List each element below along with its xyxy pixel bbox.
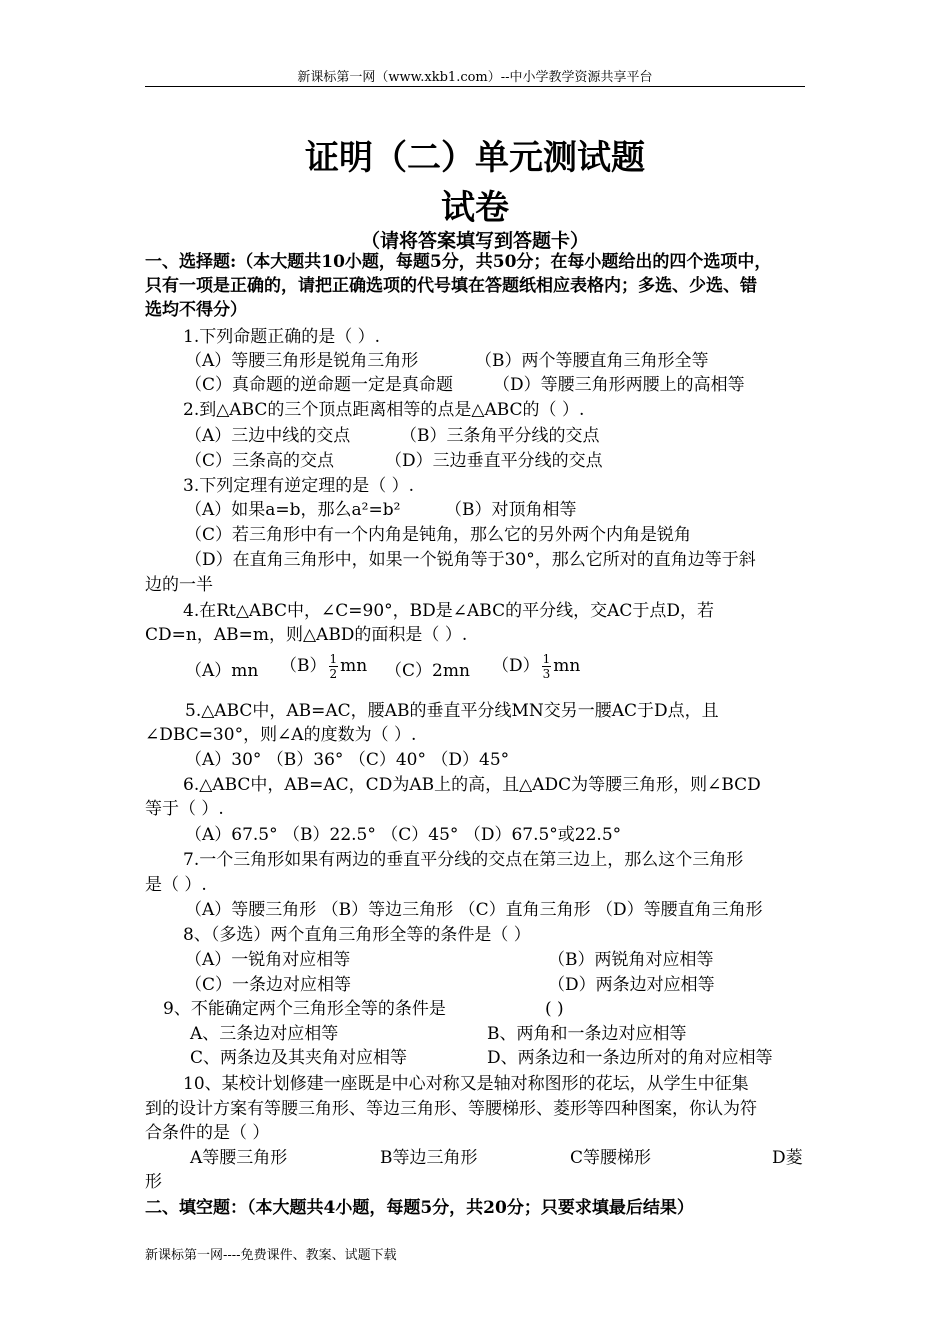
q1-stem: 1.下列命题正确的是（ ）. xyxy=(183,327,381,347)
q3-option-c: （C）若三角形中有一个内角是钝角，那么它的另外两个内角是锐角 xyxy=(185,525,692,545)
q9-option-c: C、两条边及其夹角对应相等 xyxy=(190,1048,408,1068)
q4-option-c: （C）2mn xyxy=(385,661,470,681)
q4-option-d-term: mn xyxy=(553,656,581,676)
q5-stem-line2: ∠DBC=30°，则∠A的度数为（ ）. xyxy=(145,725,417,745)
q4-option-b-label: （B） xyxy=(280,656,327,676)
q3-option-d-line2: 边的一半 xyxy=(145,575,213,595)
q4-option-b xyxy=(280,652,367,681)
q6-options: （A）67.5° （B）22.5° （C）45° （D）67.5°或22.5° xyxy=(185,825,622,845)
q4-option-d-numerator: 1 xyxy=(542,652,551,666)
q6-stem-line2: 等于（ ）. xyxy=(145,799,224,819)
q10-stem-line1: 10、某校计划修建一座既是中心对称又是轴对称图形的花坛，从学生中征集 xyxy=(183,1074,749,1094)
q10-option-a: A等腰三角形 xyxy=(190,1148,288,1168)
q9-option-a: A、三条边对应相等 xyxy=(190,1024,339,1044)
q1-option-a: （A）等腰三角形是锐角三角形 xyxy=(185,351,419,371)
q2-option-d: （D）三边垂直平分线的交点 xyxy=(385,451,603,471)
q9-option-b: B、两角和一条边对应相等 xyxy=(487,1024,687,1044)
q5-stem-line1: 5.△ABC中，AB=AC，腰AB的垂直平分线MN交另一腰AC于D点，且 xyxy=(185,701,719,721)
q3-option-d-line1: （D）在直角三角形中，如果一个锐角等于30°，那么它所对的直角边等于斜 xyxy=(185,550,756,570)
section1-intro-line1: 一、选择题:（本大题共10小题，每题5分，共50分；在每小题给出的四个选项中， xyxy=(145,252,772,272)
header-divider xyxy=(145,86,805,87)
q9-answer-paren: ( ) xyxy=(545,999,564,1019)
q10-option-b: B等边三角形 xyxy=(380,1148,478,1168)
page-footer: 新课标第一网----免费课件、教案、试题下载 xyxy=(145,1248,397,1263)
q8-option-a: （A）一锐角对应相等 xyxy=(185,950,351,970)
q8-option-d: （D）两条边对应相等 xyxy=(548,975,715,995)
q4-option-b-denominator: 2 xyxy=(329,667,338,681)
q9-option-d: D、两条边和一条边所对的角对应相等 xyxy=(487,1048,773,1068)
q10-option-c: C等腰梯形 xyxy=(570,1148,652,1168)
q4-option-d-fraction xyxy=(542,652,552,681)
q4-option-d-label: （D） xyxy=(492,656,540,676)
q10-option-d: D菱 xyxy=(772,1148,803,1168)
q1-option-b: （B）两个等腰直角三角形全等 xyxy=(475,351,709,371)
q2-option-b: （B）三条角平分线的交点 xyxy=(400,426,600,446)
q7-stem-line1: 7.一个三角形如果有两边的垂直平分线的交点在第三边上，那么这个三角形 xyxy=(183,850,744,870)
page-title: 证明（二）单元测试题 xyxy=(305,138,645,178)
q4-option-b-term: mn xyxy=(340,656,368,676)
q9-stem: 9、不能确定两个三角形全等的条件是 xyxy=(163,999,446,1019)
q10-option-d-continued: 形 xyxy=(145,1172,162,1192)
section2-intro: 二、填空题：（本大题共4小题，每题5分，共20分；只要求填最后结果） xyxy=(145,1198,694,1218)
q1-option-c: （C）真命题的逆命题一定是真命题 xyxy=(185,375,454,395)
q6-stem-line1: 6.△ABC中，AB=AC，CD为AB上的高，且△ADC为等腰三角形，则∠BCD xyxy=(183,775,761,795)
answer-note: （请将答案填写到答题卡） xyxy=(360,230,589,252)
section1-intro-line2: 只有一项是正确的，请把正确选项的代号填在答题纸相应表格内；多选、少选、错 xyxy=(145,276,757,296)
page-subtitle: 试卷 xyxy=(441,188,509,228)
q4-stem-line2: CD=n，AB=m，则△ABD的面积是（ ）. xyxy=(145,625,468,645)
q5-options: （A）30° （B）36° （C）40° （D）45° xyxy=(185,750,510,770)
q3-option-a: （A）如果a=b，那么a²=b² xyxy=(185,500,401,520)
q4-option-b-numerator: 1 xyxy=(329,652,338,666)
q7-options: （A）等腰三角形 （B）等边三角形 （C）直角三角形 （D）等腰直角三角形 xyxy=(185,900,763,920)
section1-intro-line3: 选均不得分） xyxy=(145,300,247,320)
q8-option-c: （C）一条边对应相等 xyxy=(185,975,352,995)
q4-option-d-denominator: 3 xyxy=(542,667,551,681)
q1-option-d: （D）等腰三角形两腰上的高相等 xyxy=(493,375,745,395)
q4-option-a: （A）mn xyxy=(185,661,259,681)
q10-stem-line3: 合条件的是（ ） xyxy=(145,1123,270,1143)
q2-option-c: （C）三条高的交点 xyxy=(185,451,335,471)
page-header: 新课标第一网（www.xkb1.com）--中小学教学资源共享平台 xyxy=(297,70,653,85)
q4-stem-line1: 4.在Rt△ABC中，∠C=90°，BD是∠ABC的平分线，交AC于点D，若 xyxy=(183,601,715,621)
q10-stem-line2: 到的设计方案有等腰三角形、等边三角形、等腰梯形、菱形等四种图案，你认为符 xyxy=(145,1099,757,1119)
q2-stem: 2.到△ABC的三个顶点距离相等的点是△ABC的（ ）. xyxy=(183,400,585,420)
q4-option-d xyxy=(492,652,580,681)
q3-stem: 3.下列定理有逆定理的是（ ）. xyxy=(183,476,415,496)
q7-stem-line2: 是（ ）. xyxy=(145,875,207,895)
q8-option-b: （B）两锐角对应相等 xyxy=(548,950,714,970)
q8-stem: 8、（多选）两个直角三角形全等的条件是（ ） xyxy=(183,925,531,945)
q4-option-b-fraction xyxy=(329,652,339,681)
q3-option-b: （B）对顶角相等 xyxy=(445,500,577,520)
q2-option-a: （A）三边中线的交点 xyxy=(185,426,351,446)
